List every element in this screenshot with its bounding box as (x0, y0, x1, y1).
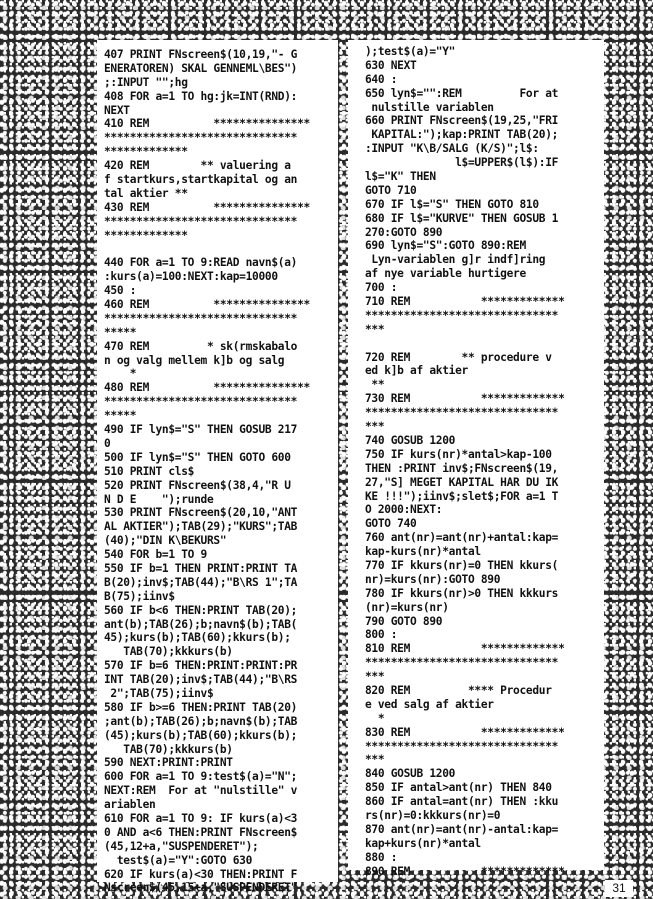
code-line: ****************************** (104, 131, 298, 145)
code-line: AL AKTIER");TAB(29);"KURS";TAB (104, 520, 298, 534)
code-line: 2";TAB(75);iinv$ (104, 686, 214, 700)
code-line: GOTO 710 (365, 183, 417, 197)
code-line: kap+kurs(nr)*antal (365, 836, 481, 850)
code-line: 410 REM *************** (104, 117, 310, 131)
code-line: 820 REM **** Procedur (365, 683, 552, 697)
code-line: tal aktier ** (104, 186, 188, 200)
code-line: ****************************** (365, 406, 559, 420)
code-line: (45);kurs(b);TAB(60);kkurs(b); (104, 728, 298, 742)
code-line: n og valg mellem k]b og salg (104, 353, 285, 367)
code-line: 890 REM ************* (365, 864, 565, 878)
code-line: 430 REM *************** (104, 200, 310, 214)
code-line: 760 ant(nr)=ant(nr)+antal:kap= (365, 531, 559, 545)
code-line: ***** (104, 325, 137, 339)
code-line: 470 REM * sk(rmskabalo (104, 339, 298, 353)
code-line: f startkurs,startkapital og an (104, 173, 298, 187)
page-number: 31 (605, 880, 633, 897)
code-line: 670 IF l$="S" THEN GOTO 810 (365, 197, 539, 211)
code-line (104, 242, 336, 256)
code-line: Lyn-variablen g]r indf]ring (365, 253, 546, 267)
code-line: ************* (104, 228, 188, 242)
code-line: 790 GOTO 890 (365, 614, 443, 628)
code-line: 730 REM ************* (365, 392, 565, 406)
code-line: 45);kurs(b);TAB(60);kkurs(b); (104, 631, 291, 645)
code-line: 510 PRINT cls$ (104, 464, 195, 478)
code-line: ************* (104, 145, 188, 159)
code-line: nr)=kurs(nr):GOTO 890 (365, 572, 501, 586)
code-line: (45,12+a,"SUSPENDERET"); (104, 839, 259, 853)
code-line: nulstille variablen (365, 100, 494, 114)
code-column-left (97, 40, 338, 895)
code-line: 0 AND a<6 THEN:PRINT FNscreen$ (104, 825, 298, 839)
code-line: 600 FOR a=1 TO 9:test$(a)="N"; (104, 770, 298, 784)
code-line: 850 IF antal>ant(nr) THEN 840 (365, 781, 552, 795)
code-line: 480 REM *************** (104, 381, 310, 395)
code-line: *** (365, 670, 385, 684)
code-line: 840 GOSUB 1200 (365, 767, 456, 781)
code-line: ****************************** (104, 311, 298, 325)
code-line: ant(b);TAB(26);b;navn$(b);TAB( (104, 617, 298, 631)
code-line: ****************************** (104, 395, 298, 409)
code-line: 407 PRINT FNscreen$(10,19,"- G (104, 48, 298, 61)
code-line: NEXT (104, 103, 130, 117)
code-line: ***** (104, 409, 137, 423)
code-line: ed k]b af aktier (365, 364, 468, 378)
code-line: 650 lyn$="":REM For at (365, 86, 559, 100)
code-line: 880 : (365, 850, 398, 864)
code-line: THEN :PRINT inv$;FNscreen$(19, (365, 461, 559, 475)
code-line: 460 REM *************** (104, 298, 310, 312)
code-line: GOTO 740 (365, 517, 417, 531)
code-line: l$="K" THEN (365, 170, 436, 184)
code-line: *** (365, 753, 385, 767)
code-line: test$(a)="Y":GOTO 630 (104, 853, 253, 867)
code-line: INT TAB(20);inv$;TAB(44);"B\RS (104, 673, 298, 687)
code-line: (40);"DIN K\BEKURS" (104, 534, 227, 548)
code-line (365, 337, 602, 351)
code-line: af nye variable hurtigere (365, 267, 526, 281)
code-line: 870 ant(nr)=ant(nr)-antal:kap= (365, 822, 559, 836)
code-line: 570 IF b=6 THEN:PRINT:PRINT:PR (104, 659, 298, 673)
code-line: * (104, 367, 137, 381)
code-line: 710 REM ************* (365, 295, 565, 309)
code-line: 500 IF lyn$="S" THEN GOTO 600 (104, 450, 291, 464)
code-line: N D E ");runde (104, 492, 214, 506)
code-line: B(20);inv$;TAB(44);"B\RS 1";TA (104, 575, 298, 589)
code-line: 720 REM ** procedure v (365, 350, 552, 364)
code-line: 770 IF kkurs(nr)=0 THEN kkurs( (365, 558, 559, 572)
code-line: 800 : (365, 628, 398, 642)
code-line: B(75);iinv$ (104, 589, 175, 603)
code-line: );test$(a)="Y" (365, 45, 456, 58)
code-line: 750 IF kurs(nr)*antal>kap-100 (365, 447, 552, 461)
code-line: 610 FOR a=1 TO 9: IF kurs(a)<3 (104, 811, 298, 825)
code-line: TAB(70);kkkurs(b) (104, 645, 233, 659)
code-line: l$=UPPER$(l$):IF (365, 156, 559, 170)
code-line: 530 PRINT FNscreen$(20,10,"ANT (104, 506, 298, 520)
code-line: 560 IF b<6 THEN:PRINT TAB(20); (104, 603, 298, 617)
code-line: 520 PRINT FNscreen$(38,4,"R U (104, 478, 291, 492)
code-line: 408 FOR a=1 TO hg:jk=INT(RND): (104, 89, 298, 103)
code-line: O 2000:NEXT: (365, 503, 443, 517)
code-line: 590 NEXT:PRINT:PRINT (104, 756, 233, 770)
code-line: NEXT:REM For at "nulstille" v (104, 784, 298, 798)
code-line: 830 REM ************* (365, 725, 565, 739)
code-line: :kurs(a)=100:NEXT:kap=10000 (104, 270, 278, 284)
code-line: ****************************** (104, 214, 298, 228)
code-line: 450 : (104, 284, 137, 298)
code-line: TAB(70);kkkurs(b) (104, 742, 233, 756)
code-line: 680 IF l$="KURVE" THEN GOSUB 1 (365, 211, 559, 225)
code-line: 540 FOR b=1 TO 9 (104, 548, 207, 562)
code-line: ** (365, 378, 385, 392)
code-line: rs(nr)=0:kkkurs(nr)=0 (365, 808, 501, 822)
code-column-right (348, 40, 604, 878)
code-line: 420 REM ** valuering a (104, 159, 291, 173)
code-line: kap-kurs(nr)*antal (365, 545, 481, 559)
code-line: 640 : (365, 72, 398, 86)
code-line: ;:INPUT "";hg (104, 75, 188, 89)
code-line: ENERATOREN) SKAL GENNEML\BES") (104, 61, 298, 75)
code-line: 550 IF b=1 THEN PRINT:PRINT TA (104, 561, 298, 575)
code-line: ariablen (104, 798, 156, 812)
code-line: *** (365, 322, 385, 336)
code-line: ;ant(b);TAB(26);b;navn$(b);TAB (104, 714, 298, 728)
code-line: 740 GOSUB 1200 (365, 433, 456, 447)
code-line: 580 IF b>=6 THEN:PRINT TAB(20) (104, 700, 298, 714)
code-line: 490 IF lyn$="S" THEN GOSUB 217 (104, 423, 298, 437)
code-line: 690 lyn$="S":GOTO 890:REM (365, 239, 526, 253)
code-line: 630 NEXT (365, 58, 417, 72)
code-line: e ved salg af aktier (365, 697, 494, 711)
code-line: :INPUT "K\B/SALG (K/S)";l$: (365, 142, 539, 156)
code-line: ****************************** (365, 739, 559, 753)
code-line: 270:GOTO 890 (365, 225, 443, 239)
code-line: (nr)=kurs(nr) (365, 600, 449, 614)
code-line: 27,"S] MEGET KAPITAL HAR DU IK (365, 475, 559, 489)
code-line: 440 FOR a=1 TO 9:READ navn$(a) (104, 256, 298, 270)
code-line: 810 REM ************* (365, 642, 565, 656)
code-line: ****************************** (365, 308, 559, 322)
code-line: KE !!!");iinv$;slet$;FOR a=1 T (365, 489, 559, 503)
code-line: *** (365, 420, 385, 434)
code-line: ****************************** (365, 656, 559, 670)
code-line: 660 PRINT FNscreen$(19,25,"FRI (365, 114, 559, 128)
code-line: * (365, 711, 385, 725)
code-line: Nscreen$(45,15+a,"SUSPENDERET" (104, 881, 298, 895)
code-line: 700 : (365, 281, 398, 295)
code-line: 780 IF kkurs(nr)>0 THEN kkkurs (365, 586, 559, 600)
code-line: 0 (104, 436, 111, 450)
code-line: 860 IF antal=ant(nr) THEN :kku (365, 795, 559, 809)
code-line: 620 IF kurs(a)<30 THEN:PRINT F (104, 867, 298, 881)
code-line: KAPITAL:");kap:PRINT TAB(20); (365, 128, 559, 142)
